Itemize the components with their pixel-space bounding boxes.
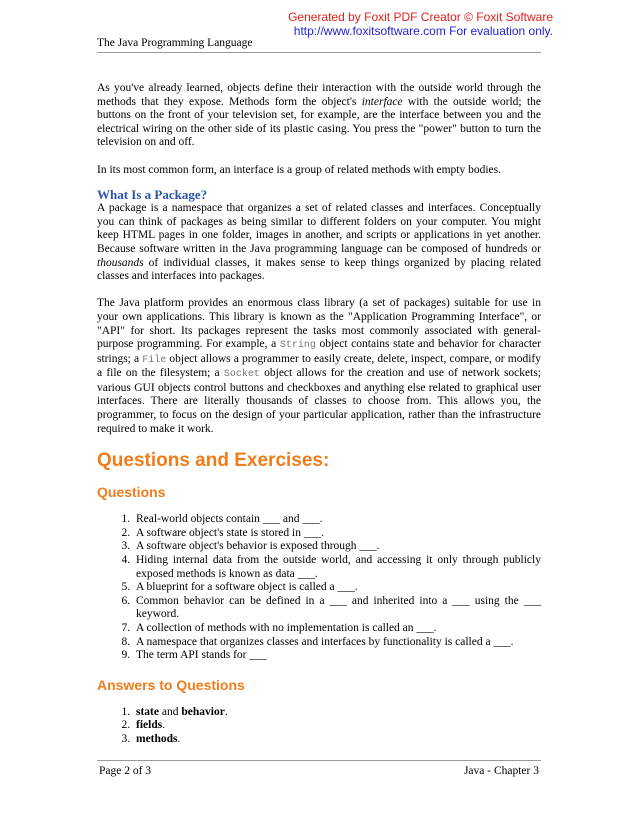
footer-divider (97, 760, 541, 761)
answers-list (97, 706, 541, 747)
questions-exercises-heading: Questions and Exercises: (97, 450, 330, 472)
page-number: Page 2 of 3 (99, 765, 152, 777)
answers-heading: Answers to Questions (97, 676, 245, 693)
foxit-watermark (288, 10, 553, 38)
answer-1-text: and (159, 705, 182, 718)
package-paragraph-1 (97, 202, 541, 284)
question-item: 8. A namespace that organizes classes and interfaces by functionality is called a ___. (133, 636, 541, 650)
code-socket: Socket (223, 369, 260, 381)
question-item: 1. Real-world objects contain ___ and ___. (133, 513, 541, 527)
package-p1-emphasis: thousands (97, 256, 144, 269)
package-p2-text-a: The Java platform provides an enormous class library (a set of packages) suitable for use in your own applications. This library is known as the "Application Programming Interface", or "API" for short. Its packages represent the tasks most commonly associated with general-purpose programming. For example, a (97, 297, 541, 351)
intro-paragraph-2: In its most common form, an interface is a group of related methods with empty bodies. (97, 163, 502, 176)
package-p2-text-d: object allows for the creation and use of network sockets; various GUI objects control buttons and checkboxes and anything else related to graphical user interfaces. There are literally thousands of classes to choose from. This allows you, the programmer, to focus on the design of your particular application, rather than the infrastructure required to make it work. (97, 367, 541, 435)
answer-2-term: fields (136, 719, 163, 732)
package-heading: What Is a Package? (97, 187, 208, 203)
question-item: 2. A software object's state is stored in ___. (133, 527, 541, 541)
answer-1-term-2: behavior (181, 705, 225, 718)
answer-item (133, 733, 541, 747)
intro-p1-emphasis: interface (361, 95, 403, 108)
answer-1-term-1: state (136, 705, 159, 718)
header-divider (97, 52, 541, 53)
questions-heading: Questions (97, 484, 166, 501)
code-string: String (279, 340, 316, 352)
question-item: 4. Hiding internal data from the outside world, and accessing it only through publicly exposed methods is known as data ___. (133, 554, 541, 581)
document-body (97, 82, 541, 747)
package-p2-text-c: object allows a programmer to easily create, delete, inspect, compare, or modify a file on the filesystem; a (97, 352, 541, 380)
answer-item (133, 719, 541, 733)
answer-1-end: . (224, 705, 228, 718)
answer-2-end: . (162, 719, 166, 732)
intro-p1-text-b: with the outside world; the buttons on the front of your television set, for example, are the interface between you and the electrical wiring on the other side of its plastic casing. You press the "power" button to turn the television on and off. (97, 95, 541, 149)
code-file: File (142, 354, 167, 366)
question-item: 9. The term API stands for ___ (133, 649, 541, 663)
package-p2-text-b: object contains state and behavior for character strings; a (97, 338, 541, 365)
package-paragraph-2 (97, 297, 541, 436)
answer-item (133, 706, 541, 720)
intro-p1-text-a: As you've already learned, objects define their interaction with the outside world through the methods that they expose. Methods form the object's (97, 82, 541, 108)
question-item: 5. A blueprint for a software object is called a ___. (133, 581, 541, 595)
answer-3-term: methods (136, 732, 178, 745)
watermark-line-1: Generated by Foxit PDF Creator © Foxit Software (288, 10, 553, 24)
package-p1-text-b: of individual classes, it makes sense to keep things organized by placing related classes and interfaces into packages. (97, 256, 541, 283)
intro-paragraph-1 (97, 82, 541, 150)
package-p1-text-a: A package is a namespace that organizes a set of related classes and interfaces. Conceptually you can think of packages as being similar to different folders on your computer. You might keep HTML pages in one folder, images in another, and scripts or applications in yet another. Because software written in the Java programming language can be composed of hundreds or (97, 202, 541, 255)
question-item: 6. Common behavior can be defined in a ___ and inherited into a ___ using the ___ keyword. (133, 595, 541, 622)
answer-3-end: . (177, 732, 181, 745)
chapter-label: Java - Chapter 3 (463, 765, 539, 777)
watermark-line-2[interactable]: http://www.foxitsoftware.com For evaluation only. (293, 24, 553, 38)
question-item: 7. A collection of methods with no implementation is called an ___. (133, 622, 541, 636)
questions-list (97, 513, 541, 663)
page-header-title: The Java Programming Language (97, 37, 253, 49)
question-item: 3. A software object's behavior is exposed through ___. (133, 540, 541, 554)
